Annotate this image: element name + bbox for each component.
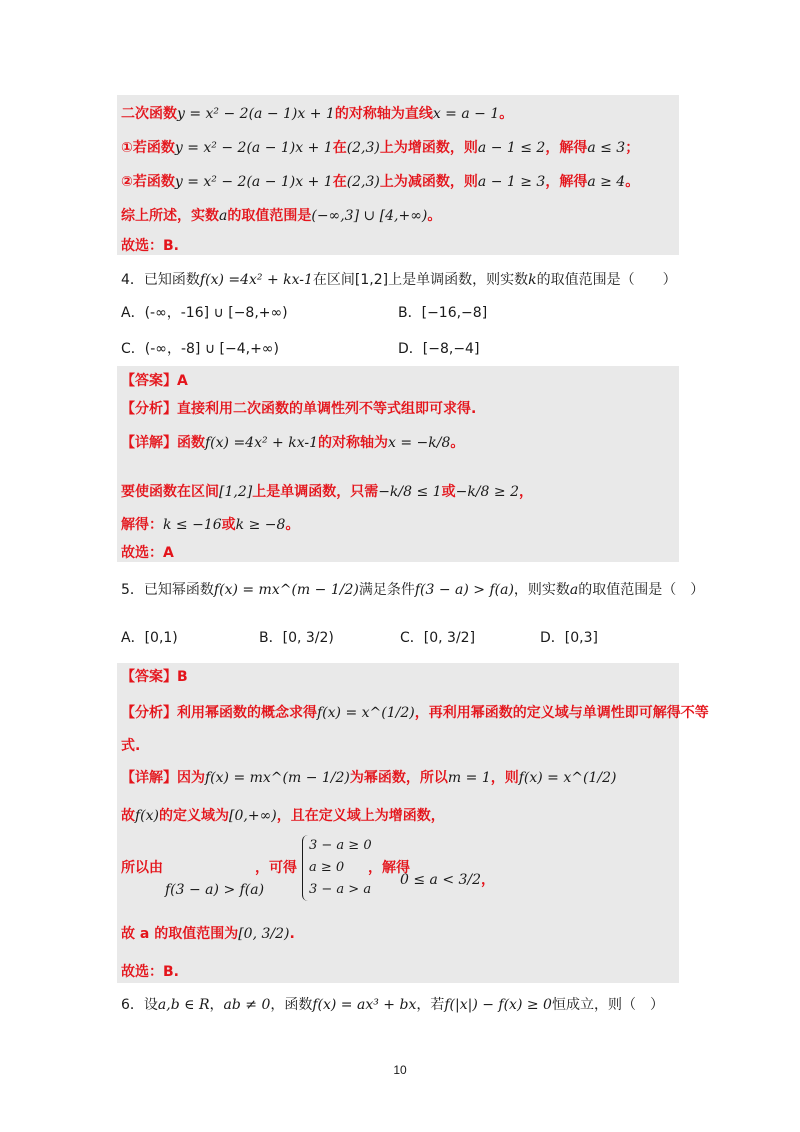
q4-option-a: A．(-∞，-16] ∪ [−8,+∞): [121, 305, 288, 321]
page-number: 10: [393, 1063, 407, 1077]
math: k ≤ −16: [163, 517, 222, 533]
math: x = a − 1: [432, 106, 500, 122]
q4-answer: 【答案】A: [121, 373, 188, 389]
text: 的对称轴为直线: [334, 106, 433, 122]
q4-analysis: 【分析】直接利用二次函数的单调性列不等式组即可求得.: [121, 401, 477, 417]
math: f(x) =4x² + kx-1: [205, 435, 318, 451]
text: ；: [625, 140, 640, 156]
math: 0 ≤ a < 3/2: [400, 872, 482, 888]
prev-choose: [121, 236, 179, 256]
math: f(x) = x^(1/2): [518, 770, 617, 786]
math: f(x) = ax³ + bx: [312, 997, 417, 1013]
q5-so-ineq: [165, 880, 264, 900]
q5-option-b: B．[0, 3/2): [259, 630, 334, 646]
q4-condition: [121, 482, 533, 502]
text: 【分析】利用幂函数的概念求得: [121, 705, 317, 721]
math: f(x): [135, 808, 160, 824]
inequality-system: [302, 835, 372, 901]
text: ②若函数: [121, 174, 175, 190]
q4-option-c: C．(-∞，-8] ∪ [−4,+∞): [121, 341, 279, 357]
text: 。: [499, 106, 514, 122]
text: ，: [209, 997, 224, 1013]
q5-so-by: [121, 858, 163, 878]
text: .: [289, 926, 295, 942]
math: k ≥ −8: [235, 517, 286, 533]
text: 故选：B.: [121, 238, 179, 254]
text: ，可得: [255, 860, 297, 876]
text: ，且在定义域上为增函数，: [276, 808, 445, 824]
q4-stem: [121, 270, 677, 290]
text: ①若函数: [121, 140, 175, 156]
text: 上为减函数，则: [379, 174, 478, 190]
q5-option-d: D．[0,3]: [540, 630, 598, 646]
text: 4．已知函数: [121, 272, 200, 288]
text: 要使函数在区间: [121, 484, 219, 500]
q5-stem: [121, 580, 704, 600]
text: 上是单调函数，只需: [252, 484, 379, 500]
q5-answer: 【答案】B: [121, 669, 188, 685]
math: f(|x|) − f(x) ≥ 0: [444, 997, 552, 1013]
text: 或: [221, 517, 236, 533]
prev-line-1: [121, 104, 513, 124]
text: 故 a 的取值范围为: [121, 926, 239, 942]
math: −k/8 ≥ 2: [455, 484, 519, 500]
math: ab ≠ 0: [223, 997, 271, 1013]
q5-domain: [121, 806, 445, 826]
q4-detail: [121, 433, 464, 453]
prev-line-2: [121, 138, 639, 158]
text: 为幂函数，所以: [349, 770, 448, 786]
q5-solve-result: [400, 870, 495, 890]
math: f(x) = mx^(m − 1/2): [205, 770, 350, 786]
text: 。: [625, 174, 640, 190]
math: a − 1 ≤ 2: [477, 140, 546, 156]
math: a ≥ 4: [587, 174, 626, 190]
text: ，函数: [270, 997, 313, 1013]
q4-solution: [121, 515, 299, 535]
math: [0, 3/2): [238, 926, 290, 942]
text: 二次函数: [121, 106, 177, 122]
text: 故: [121, 808, 135, 824]
math: (2,3): [346, 174, 380, 190]
text: 或: [441, 484, 456, 500]
text: 在: [332, 174, 347, 190]
text: ，若: [416, 997, 445, 1013]
system-row: a ≥ 0: [309, 860, 345, 875]
text: ，: [481, 872, 496, 888]
math: y = x² − 2(a − 1)x + 1: [174, 140, 333, 156]
text: 的取值范围是（ ）: [536, 272, 677, 288]
text: 综上所述，实数: [121, 208, 219, 224]
math: f(x) =4x² + kx-1: [199, 272, 313, 288]
text: 5．已知幂函数: [121, 582, 214, 598]
math: f(x) = x^(1/2): [317, 705, 415, 721]
math: m = 1: [447, 770, 491, 786]
text: 解得：: [121, 517, 163, 533]
text: ，解得: [545, 140, 588, 156]
system-row: 3 − a > a: [309, 882, 372, 897]
text: ，再利用幂函数的定义域与单调性即可解得不等: [414, 705, 709, 721]
q4-option-b: B．[−16,−8]: [398, 305, 488, 321]
math: f(x) = mx^(m − 1/2): [213, 582, 359, 598]
q5-analysis-cont: 式.: [121, 738, 141, 754]
text: 在: [332, 140, 347, 156]
text: 满足条件: [358, 582, 415, 598]
math: a: [569, 582, 579, 598]
q5-analysis: [121, 703, 709, 723]
text: ，解得: [545, 174, 588, 190]
text: 6．设: [121, 997, 158, 1013]
math: [0,+∞): [229, 808, 277, 824]
text: 【详解】函数: [121, 435, 205, 451]
text: 【详解】因为: [121, 770, 205, 786]
q4-choose: 故选：A: [121, 545, 174, 561]
text: 的取值范围是（ ）: [578, 582, 705, 598]
prev-line-4: [121, 206, 441, 226]
math: y = x² − 2(a − 1)x + 1: [177, 106, 335, 122]
q4-option-d: D．[−8,−4]: [398, 341, 480, 357]
text: ，解得: [368, 860, 410, 876]
math: x = −k/8: [388, 435, 451, 451]
text: ，则: [490, 770, 519, 786]
q5-can-get: [255, 858, 297, 878]
math: (−∞,3] ∪ [4,+∞): [311, 208, 428, 224]
math: [1,2]: [219, 484, 253, 500]
text: 的取值范围是: [227, 208, 312, 224]
math: (2,3): [346, 140, 380, 156]
math: a,b ∈ R: [157, 997, 210, 1013]
text: 的对称轴为: [318, 435, 388, 451]
math: f(3 − a) > f(a): [165, 882, 265, 898]
math: a ≤ 3: [587, 140, 626, 156]
math: a − 1 ≥ 3: [477, 174, 546, 190]
text: 的定义域为: [159, 808, 230, 824]
text: 。: [427, 208, 442, 224]
q5-range: [121, 924, 295, 944]
text: 在区间[1,2]上是单调函数，则实数: [312, 272, 529, 288]
math: k: [528, 272, 537, 288]
math: y = x² − 2(a − 1)x + 1: [174, 174, 333, 190]
q5-option-a: A．[0,1): [121, 630, 178, 646]
math: f(3 − a) > f(a): [414, 582, 514, 598]
prev-line-3: [121, 172, 639, 192]
text: 恒成立，则（ ）: [551, 997, 664, 1013]
system-row: 3 − a ≥ 0: [309, 838, 372, 853]
q5-detail: [121, 768, 616, 788]
math: a: [219, 208, 228, 224]
text: 所以由: [121, 860, 163, 876]
math: −k/8 ≤ 1: [378, 484, 442, 500]
text: ，: [518, 484, 533, 500]
text: 。: [450, 435, 465, 451]
q5-option-c: C．[0, 3/2]: [400, 630, 476, 646]
q5-choose: 故选：B.: [121, 964, 179, 980]
text: ，则实数: [513, 582, 570, 598]
q6-stem: [121, 995, 664, 1015]
text: 。: [285, 517, 300, 533]
text: 上为增函数，则: [379, 140, 478, 156]
